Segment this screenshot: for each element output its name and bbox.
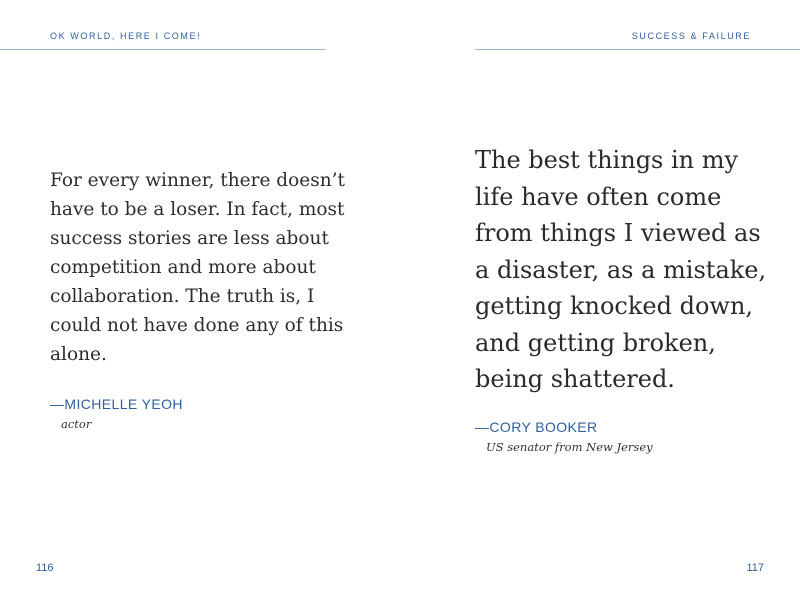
running-head: OK WORLD, HERE I COME! [50,31,202,41]
attribution-role: actor [61,417,92,431]
page-number: 117 [746,562,764,574]
quote-attribution: —MICHELLE YEOH [50,396,183,412]
page-number: 116 [36,562,54,574]
header-rule [0,49,326,50]
quote-attribution: —CORY BOOKER [475,419,598,435]
right-page [400,0,800,600]
quote-text: For every winner, there doesn’t have to be a loser. In fact, most success stories are less about competition and more about collaboration. The truth is, I could not have done any of this alone. [50,170,345,365]
running-head: SUCCESS & FAILURE [631,31,751,41]
quote-text: The best things in my life have often come from things I viewed as a disaster, as a mistake, getting knocked down, and getting broken, being shattered. [475,146,767,393]
attribution-role: US senator from New Jersey [486,440,653,454]
header-rule [475,49,800,50]
